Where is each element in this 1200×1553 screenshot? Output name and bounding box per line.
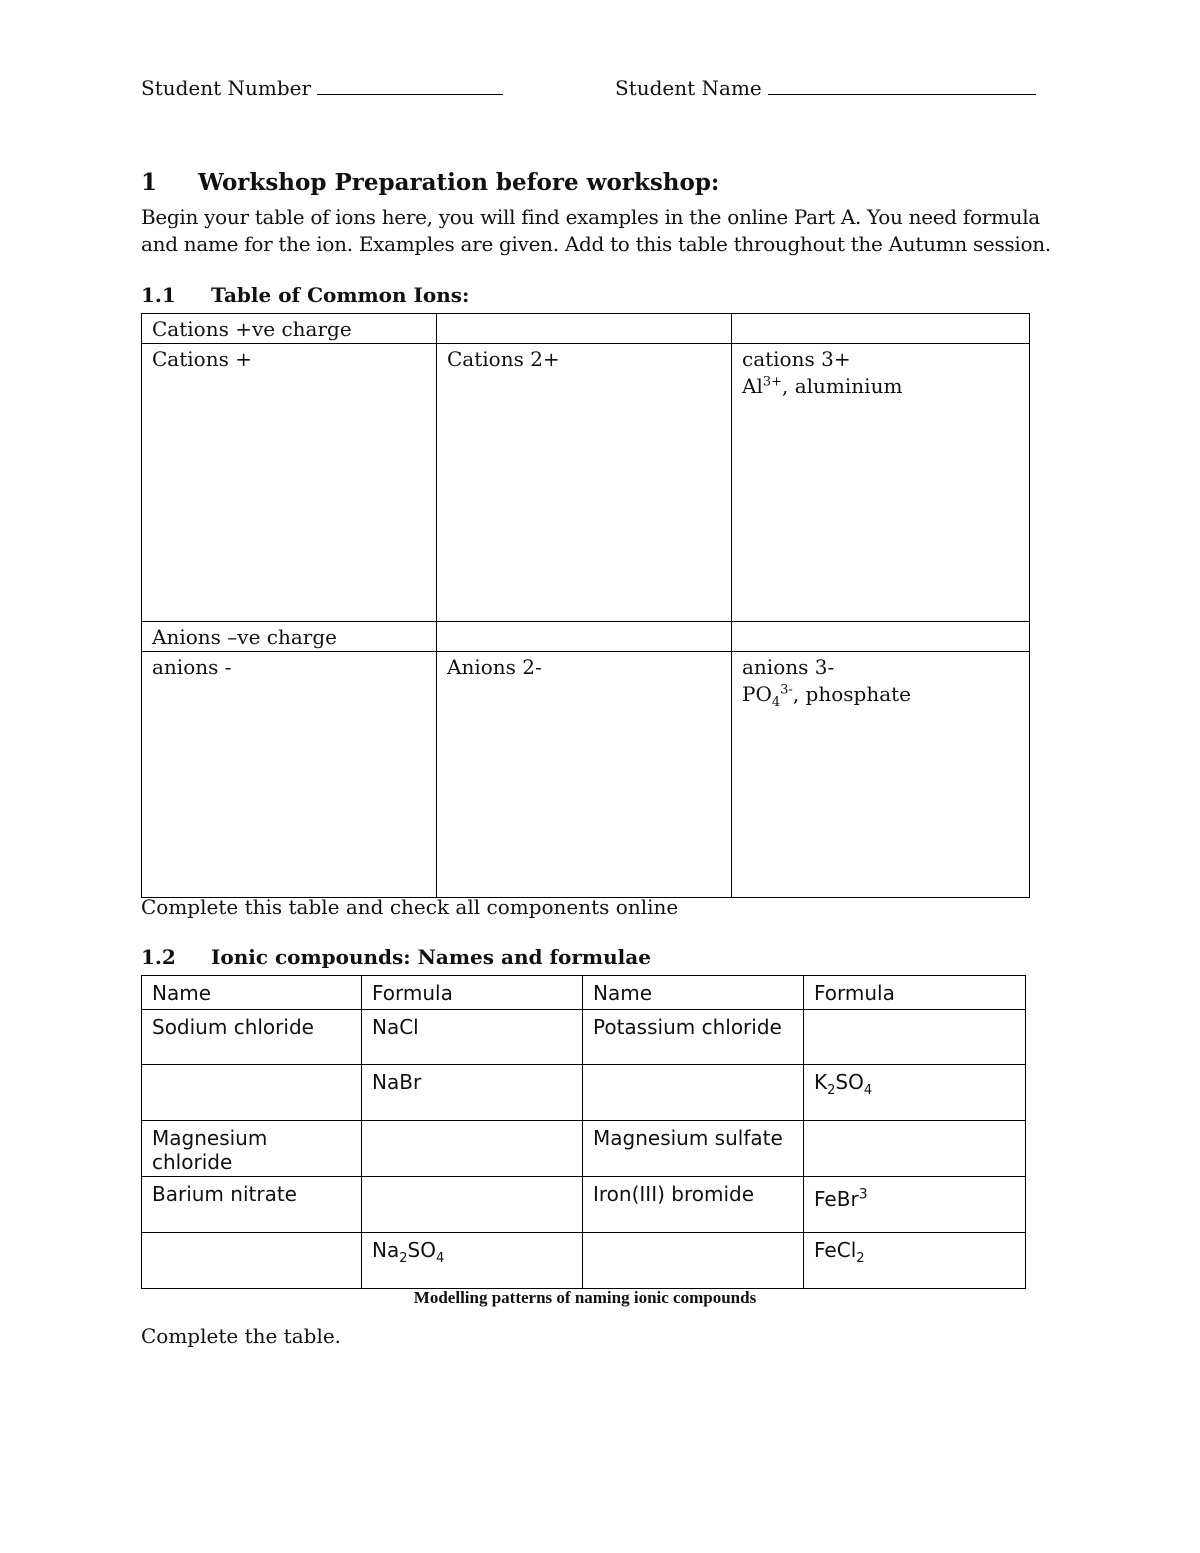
compound-name-cell[interactable]: Magnesium chloride	[142, 1121, 362, 1177]
compound-name-cell[interactable]: Iron(III) bromide	[583, 1177, 804, 1233]
empty-cell[interactable]	[437, 314, 732, 344]
anions-3minus-label: anions 3-	[742, 655, 835, 679]
ions-table-note: Complete this table and check all components online	[141, 895, 679, 919]
section-1-2-title: Ionic compounds: Names and formulae	[211, 945, 651, 969]
compound-formula-cell[interactable]: $K_2SO_4$	[804, 1065, 1026, 1121]
anions-1minus-label: anions -	[152, 655, 232, 679]
anions-2minus-cell[interactable]	[437, 652, 732, 898]
cations-3plus-label: cations 3+	[742, 347, 851, 371]
section-1-1-heading	[141, 283, 469, 307]
anions-header-cell: Anions –ve charge	[142, 622, 437, 652]
compounds-table	[141, 975, 1026, 1289]
section-1-title: Workshop Preparation before workshop:	[198, 169, 720, 196]
anion-example-charge: 3-	[780, 682, 793, 698]
compound-name-cell[interactable]	[583, 1065, 804, 1121]
compound-name-cell[interactable]: Sodium chloride	[142, 1010, 362, 1065]
compound-formula-cell[interactable]: FeBr$^3$	[804, 1177, 1026, 1233]
section-1-1-number: 1.1	[141, 283, 176, 307]
student-name-blank[interactable]	[768, 72, 1036, 95]
compound-name-cell[interactable]	[142, 1065, 362, 1121]
header-formula-2: Formula	[804, 976, 1026, 1010]
student-number-field[interactable]	[141, 72, 503, 100]
compound-name-cell[interactable]	[583, 1233, 804, 1289]
compound-formula-cell[interactable]	[362, 1121, 583, 1177]
anions-3minus-cell[interactable]	[732, 652, 1030, 898]
cations-header-row	[142, 314, 1030, 344]
table-row	[142, 1065, 1026, 1121]
compounds-table-caption: Modelling patterns of naming ionic compounds	[413, 1288, 757, 1307]
section-1-2-number: 1.2	[141, 945, 176, 969]
cation-example-charge: 3+	[762, 374, 783, 390]
ions-table	[141, 313, 1030, 898]
anion-example-name: , phosphate	[792, 682, 911, 706]
compound-formula-cell[interactable]: NaBr	[362, 1065, 583, 1121]
empty-cell[interactable]	[437, 622, 732, 652]
cations-1plus-label: Cations +	[152, 347, 252, 371]
empty-cell[interactable]	[732, 314, 1030, 344]
compound-formula-cell[interactable]: $Na_2SO_4$	[362, 1233, 583, 1289]
cations-header-cell: Cations +ve charge	[142, 314, 437, 344]
anion-example-symbol: PO	[742, 682, 772, 706]
cation-example	[742, 373, 1019, 400]
cation-example-name: , aluminium	[782, 374, 903, 398]
anions-1minus-cell[interactable]	[142, 652, 437, 898]
compound-formula-cell[interactable]	[804, 1121, 1026, 1177]
compound-formula-cell[interactable]	[804, 1010, 1026, 1065]
compound-name-cell[interactable]: Magnesium sulfate	[583, 1121, 804, 1177]
compound-formula-cell[interactable]: FeCl$_2$	[804, 1233, 1026, 1289]
section-1-1-title: Table of Common Ions:	[211, 283, 470, 307]
header-name-2: Name	[583, 976, 804, 1010]
cations-1plus-cell[interactable]	[142, 344, 437, 622]
table-row	[142, 1010, 1026, 1065]
section-1-intro: Begin your table of ions here, you will find examples in the online Part A. You need formula and name for the ion. Examples are given. Add to this table throughout the Autumn session.	[141, 205, 1051, 256]
anions-2minus-label: Anions 2-	[447, 655, 542, 679]
compound-formula-cell[interactable]	[362, 1177, 583, 1233]
section-1-2-heading	[141, 945, 651, 969]
cation-example-symbol: Al	[742, 374, 763, 398]
anions-row	[142, 652, 1030, 898]
compound-name-cell[interactable]: Potassium chloride	[583, 1010, 804, 1065]
anions-header-row	[142, 622, 1030, 652]
header-name-1: Name	[142, 976, 362, 1010]
table-row	[142, 1233, 1026, 1289]
section-1-number: 1	[141, 169, 158, 196]
cations-2plus-cell[interactable]	[437, 344, 732, 622]
student-number-label: Student Number	[141, 76, 312, 100]
anion-example-subscript: 4	[771, 695, 781, 710]
table-row	[142, 1177, 1026, 1233]
cations-3plus-cell[interactable]	[732, 344, 1030, 622]
header-formula-1: Formula	[362, 976, 583, 1010]
compound-formula-cell[interactable]: NaCl	[362, 1010, 583, 1065]
cations-2plus-label: Cations 2+	[447, 347, 560, 371]
empty-cell[interactable]	[732, 622, 1030, 652]
compounds-table-note: Complete the table.	[141, 1324, 342, 1348]
anion-example	[742, 681, 1019, 708]
section-1-heading	[141, 169, 719, 196]
student-number-blank[interactable]	[317, 72, 503, 95]
compound-name-cell[interactable]	[142, 1233, 362, 1289]
compounds-header-row	[142, 976, 1026, 1010]
compound-name-cell[interactable]: Barium nitrate	[142, 1177, 362, 1233]
cations-row	[142, 344, 1030, 622]
student-name-label: Student Name	[615, 76, 762, 100]
table-row	[142, 1121, 1026, 1177]
student-name-field[interactable]	[615, 72, 1036, 100]
